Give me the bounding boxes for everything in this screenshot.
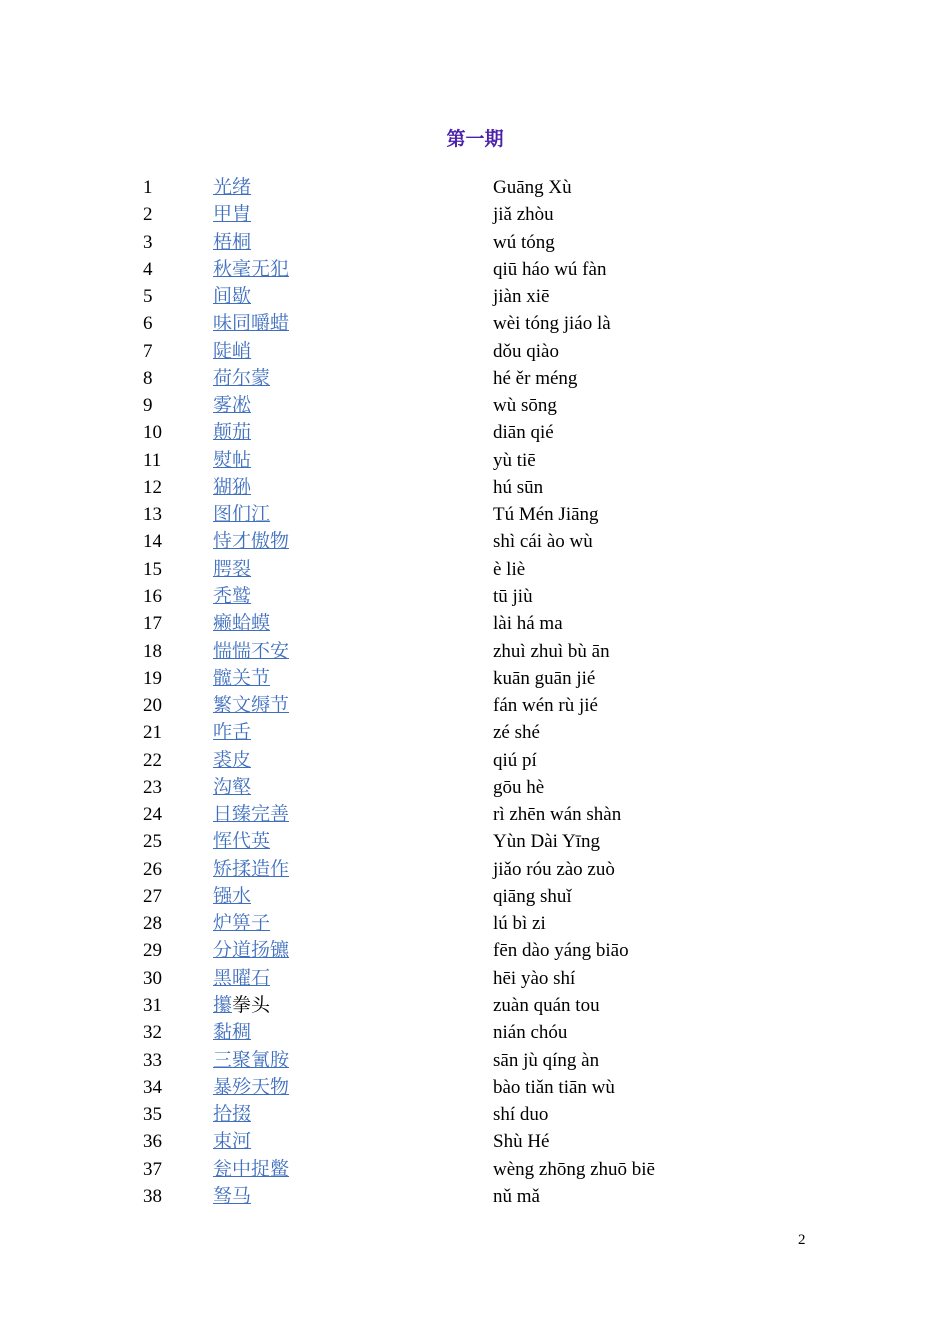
entry-number: 17: [143, 613, 162, 635]
entry-pinyin: tū jiù: [493, 585, 533, 607]
entry-number: 29: [143, 940, 162, 962]
entry-word-suffix: 拳头: [232, 994, 271, 1016]
entry-number: 19: [143, 667, 162, 689]
entry-word: [213, 474, 251, 501]
entry-word-link[interactable]: 雾凇: [213, 395, 252, 417]
entry-number: 37: [143, 1158, 162, 1180]
entry-number: 26: [143, 858, 162, 880]
entry-number: 5: [143, 286, 153, 308]
list-item: [0, 992, 950, 1019]
entry-pinyin: wèi tóng jiáo là: [493, 313, 611, 335]
entry-word: [213, 310, 289, 337]
entry-word: [213, 1047, 289, 1074]
entry-pinyin: è liè: [493, 558, 526, 580]
list-item: [0, 528, 950, 555]
entry-number: 2: [143, 204, 153, 226]
list-item: [0, 338, 950, 365]
entry-word-link[interactable]: 恃才傲物: [213, 531, 290, 553]
list-item: [0, 692, 950, 719]
entry-word-link[interactable]: 日臻完善: [213, 804, 290, 826]
entry-word-link[interactable]: 光绪: [213, 177, 252, 198]
entry-number: 12: [143, 476, 162, 498]
entry-number: 33: [143, 1049, 162, 1071]
entry-word-link[interactable]: 梧桐: [213, 231, 252, 253]
list-item: [0, 610, 950, 637]
entry-word: [213, 910, 270, 937]
entry-word: [213, 1074, 289, 1101]
entry-pinyin: fán wén rù jié: [493, 695, 598, 717]
entry-word-link[interactable]: 瓮中捉鳖: [213, 1158, 290, 1180]
entry-number: 35: [143, 1104, 162, 1126]
entry-word: [213, 692, 289, 719]
entry-pinyin: nián chóu: [493, 1022, 568, 1044]
entry-number: 11: [143, 449, 162, 471]
entry-number: 23: [143, 776, 162, 798]
entry-word-link[interactable]: 镪水: [213, 885, 252, 907]
list-item: [0, 365, 950, 392]
list-item: [0, 174, 950, 201]
list-item: [0, 1074, 950, 1101]
entry-number: 9: [143, 395, 153, 417]
entry-word: [213, 447, 251, 474]
entry-pinyin: zhuì zhuì bù ān: [493, 640, 610, 662]
list-item: [0, 1047, 950, 1074]
entry-number: 7: [143, 340, 153, 362]
list-item: [0, 201, 950, 228]
list-item: [0, 665, 950, 692]
list-item: [0, 310, 950, 337]
entry-pinyin: hú sūn: [493, 476, 544, 498]
entry-pinyin: jiǎo róu zào zuò: [493, 858, 615, 880]
entry-word-link[interactable]: 恽代英: [213, 831, 271, 853]
entry-pinyin: qiū háo wú fàn: [493, 258, 607, 280]
entry-pinyin: Yùn Dài Yīng: [493, 831, 600, 853]
entry-word-link[interactable]: 暴殄天物: [213, 1076, 290, 1098]
entry-pinyin: Tú Mén Jiāng: [493, 504, 599, 526]
entry-pinyin: jiǎ zhòu: [493, 204, 554, 226]
entry-pinyin: bào tiǎn tiān wù: [493, 1076, 615, 1098]
entry-word-link[interactable]: 黑曜石: [213, 967, 271, 989]
entry-number: 16: [143, 585, 162, 607]
list-item: [0, 1183, 950, 1210]
entry-word-link[interactable]: 分道扬镳: [213, 940, 290, 962]
entry-word: [213, 365, 270, 392]
entry-word-link[interactable]: 驽马: [213, 1185, 252, 1207]
entry-pinyin: zuàn quán tou: [493, 994, 600, 1016]
entry-word-link[interactable]: 图们江: [213, 504, 271, 526]
entry-number: 31: [143, 994, 162, 1016]
entry-word: [213, 1156, 289, 1183]
entry-word-link[interactable]: 矫揉造作: [213, 858, 290, 880]
entry-pinyin: shí duo: [493, 1104, 549, 1126]
entry-word: [213, 256, 289, 283]
entry-word: [213, 501, 270, 528]
entry-pinyin: gōu hè: [493, 776, 545, 798]
entry-word: [213, 583, 251, 610]
entry-word-link[interactable]: 颠茄: [213, 422, 252, 444]
entry-number: 3: [143, 231, 153, 253]
entry-word-link[interactable]: 束河: [213, 1131, 252, 1153]
entry-pinyin: zé shé: [493, 722, 540, 744]
entry-word-link[interactable]: 黏稠: [213, 1022, 252, 1044]
entry-word: [213, 229, 251, 256]
entry-number: 8: [143, 367, 153, 389]
list-item: [0, 447, 950, 474]
entry-word-link[interactable]: 间歇: [213, 286, 252, 308]
list-item: [0, 774, 950, 801]
entry-word: [213, 1019, 251, 1046]
list-item: [0, 1128, 950, 1155]
entry-word: [213, 338, 251, 365]
entry-number: 34: [143, 1076, 162, 1098]
entry-number: 18: [143, 640, 162, 662]
entry-pinyin: yù tiē: [493, 449, 536, 471]
list-item: [0, 229, 950, 256]
entry-pinyin: nǔ mǎ: [493, 1185, 540, 1207]
entry-word-link[interactable]: 熨帖: [213, 449, 252, 471]
entry-pinyin: qiāng shuǐ: [493, 885, 572, 907]
entry-word-link[interactable]: 髋关节: [213, 667, 271, 689]
list-item: [0, 1019, 950, 1046]
entry-word: [213, 610, 270, 637]
entry-word: [213, 937, 289, 964]
list-item: [0, 256, 950, 283]
entry-pinyin: jiàn xiē: [493, 286, 550, 308]
list-item: [0, 283, 950, 310]
entry-word: [213, 883, 251, 910]
entry-number: 38: [143, 1185, 162, 1207]
entry-number: 27: [143, 885, 162, 907]
entry-number: 22: [143, 749, 162, 771]
entry-pinyin: hé ěr méng: [493, 367, 578, 389]
entry-number: 28: [143, 913, 162, 935]
vocabulary-list: [0, 174, 950, 1210]
list-item: [0, 828, 950, 855]
entry-word: [213, 774, 251, 801]
entry-word-link[interactable]: 咋舌: [213, 722, 252, 744]
entry-number: 24: [143, 804, 162, 826]
list-item: [0, 501, 950, 528]
entry-word: [213, 1128, 251, 1155]
list-item: [0, 392, 950, 419]
entry-word-link[interactable]: 荷尔蒙: [213, 367, 271, 389]
list-item: [0, 638, 950, 665]
entry-word: [213, 719, 251, 746]
entry-number: 21: [143, 722, 162, 744]
entry-word-link[interactable]: 炉箅子: [213, 913, 271, 935]
entry-word: [213, 392, 251, 419]
list-item: [0, 719, 950, 746]
entry-word: [213, 201, 251, 228]
entry-number: 10: [143, 422, 162, 444]
entry-word: [213, 992, 270, 1019]
entry-pinyin: diān qié: [493, 422, 554, 444]
list-item: [0, 747, 950, 774]
entry-word: [213, 556, 251, 583]
entry-word: [213, 965, 270, 992]
list-item: [0, 883, 950, 910]
list-item: [0, 965, 950, 992]
entry-pinyin: wèng zhōng zhuō biē: [493, 1158, 655, 1180]
entry-word: [213, 1183, 251, 1210]
entry-word: [213, 174, 251, 201]
entry-word-link[interactable]: 沟壑: [213, 776, 252, 798]
entry-word: [213, 856, 289, 883]
entry-number: 32: [143, 1022, 162, 1044]
list-item: [0, 856, 950, 883]
entry-pinyin: qiú pí: [493, 749, 537, 771]
entry-word-link[interactable]: 陡峭: [213, 340, 252, 362]
entry-pinyin: Shù Hé: [493, 1131, 550, 1153]
page-number: 2: [798, 1232, 806, 1248]
list-item: [0, 583, 950, 610]
entry-number: 20: [143, 695, 162, 717]
list-item: [0, 1156, 950, 1183]
list-item: [0, 1101, 950, 1128]
entry-pinyin: sān jù qíng àn: [493, 1049, 600, 1071]
entry-pinyin: rì zhēn wán shàn: [493, 804, 622, 826]
page-title: 第一期: [446, 129, 504, 150]
entry-word: [213, 828, 270, 855]
entry-word: [213, 747, 251, 774]
entry-number: 4: [143, 258, 153, 280]
entry-pinyin: shì cái ào wù: [493, 531, 593, 553]
entry-number: 6: [143, 313, 153, 335]
entry-word-link[interactable]: 癞蛤蟆: [213, 613, 271, 635]
entry-number: 1: [143, 177, 153, 198]
entry-number: 36: [143, 1131, 162, 1153]
entry-number: 13: [143, 504, 162, 526]
entry-word-link[interactable]: 裘皮: [213, 749, 252, 771]
entry-pinyin: dǒu qiào: [493, 340, 559, 362]
list-item: [0, 937, 950, 964]
entry-word-link[interactable]: 拾掇: [213, 1104, 252, 1126]
entry-pinyin: lài há ma: [493, 613, 563, 635]
entry-pinyin: hēi yào shí: [493, 967, 576, 989]
list-item: [0, 801, 950, 828]
entry-word-link[interactable]: 惴惴不安: [213, 640, 290, 662]
entry-pinyin: lú bì zi: [493, 913, 546, 935]
entry-number: 30: [143, 967, 162, 989]
entry-word-link[interactable]: 攥: [213, 994, 233, 1016]
list-item: [0, 419, 950, 446]
entry-number: 14: [143, 531, 162, 553]
entry-word: [213, 1101, 251, 1128]
entry-word-link[interactable]: 猢狲: [213, 476, 252, 498]
entry-word: [213, 665, 270, 692]
entry-pinyin: fēn dào yáng biāo: [493, 940, 629, 962]
entry-word-link[interactable]: 繁文缛节: [213, 695, 290, 717]
entry-pinyin: Guāng Xù: [493, 177, 572, 198]
list-item: [0, 910, 950, 937]
entry-word-link[interactable]: 腭裂: [213, 558, 252, 580]
entry-number: 15: [143, 558, 162, 580]
list-item: [0, 474, 950, 501]
entry-number: 25: [143, 831, 162, 853]
entry-word: [213, 801, 289, 828]
entry-pinyin: wú tóng: [493, 231, 555, 253]
entry-word-link[interactable]: 秃鹫: [213, 585, 252, 607]
entry-word-link[interactable]: 三聚氰胺: [213, 1049, 290, 1071]
entry-word-link[interactable]: 秋毫无犯: [213, 258, 290, 280]
entry-word: [213, 528, 289, 555]
entry-word-link[interactable]: 味同嚼蜡: [213, 313, 290, 335]
entry-pinyin: wù sōng: [493, 395, 557, 417]
entry-pinyin: kuān guān jié: [493, 667, 596, 689]
entry-word: [213, 419, 251, 446]
entry-word: [213, 283, 251, 310]
entry-word: [213, 638, 289, 665]
entry-word-link[interactable]: 甲胄: [213, 204, 252, 226]
list-item: [0, 556, 950, 583]
